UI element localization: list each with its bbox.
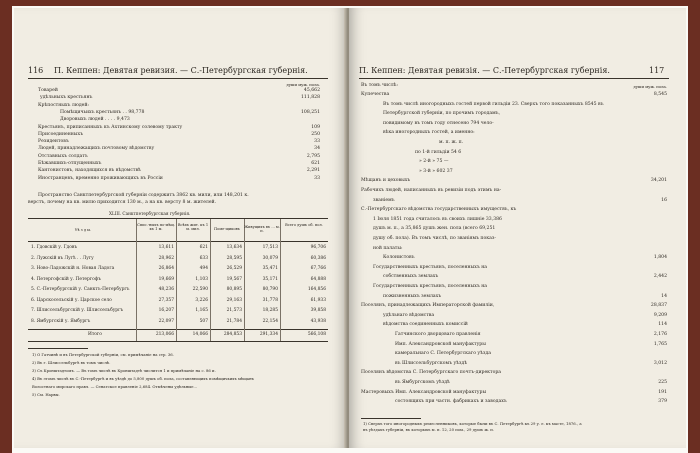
entry-label: Крестьянъ, приписанныхъ къ Ахтинскому солевому тракту <box>38 124 183 130</box>
table-cell: 507 <box>199 318 208 324</box>
entry-label: Кантонистовъ, находящихся въ вѣдомствѣ <box>38 168 141 174</box>
cover-edge-top <box>0 0 700 6</box>
footnote: 3) Съ Кронштадтомъ. — Въ томъ числѣ въ Кронштадтѣ числится 1 и примѣчаніе на с. 86 и. <box>32 368 216 373</box>
header-rule-right <box>359 78 669 79</box>
entry-label: м. п. ж. п. <box>439 140 464 145</box>
entry-label: Поселянъ, принадлежащихъ Императорской фамиліи, <box>361 303 495 309</box>
table-cell: 621 <box>199 245 208 250</box>
table-cell: 80,790 <box>262 287 278 292</box>
footnote: 4) Въ этомъ числѣ въ С.-Петербургѣ и въ уѣздѣ до 5,800 душъ об. пола, составляющихъ помѣщичьихъ мѣщанъ <box>32 376 255 381</box>
entry-label: повидимому въ томъ году отнесено 794 чело- <box>383 120 494 126</box>
table-total-cell: 291,334 <box>259 332 278 337</box>
entry-label: Гатчинского дворцоваго правленія <box>395 332 481 337</box>
table-cell: 96,706 <box>310 245 326 250</box>
entry-label: 1 Іюля 1851 года считалось въ своихъ лишніе 33,386 <box>373 216 502 222</box>
entry-label: Имп. Александровской мануфактуры <box>395 341 486 347</box>
subsection-label: Въ томъ числѣ: <box>361 83 398 88</box>
entry-value: 34,201 <box>650 178 667 184</box>
table-header-rule <box>28 241 328 242</box>
footnote: въ уѣздахъ губерніи, въ которыхъ м. п. 12, 20 пом., 29 душъ ж. п. <box>363 427 495 432</box>
districts-table <box>28 218 328 342</box>
cover-edge-left <box>0 0 12 453</box>
left-page <box>14 8 347 448</box>
entry-label: Товарей <box>38 88 58 93</box>
table-cell: 13,634 <box>226 245 242 250</box>
entry-value: 33 <box>314 139 320 145</box>
entry-value: 1,765 <box>653 341 667 347</box>
entry-label: душъ м. п., а 35,865 душъ жен. пола (всего 69,251 <box>373 226 496 232</box>
footnote-rule <box>361 418 421 419</box>
footnote: 2) Въ г. Шлиссельбургѣ въ томъ числѣ. <box>32 360 111 365</box>
table-row-name: 1. Гдовскій у. Гдовъ <box>31 245 78 250</box>
table-cell: 67,766 <box>310 266 326 271</box>
table-cell: 35,171 <box>262 276 278 282</box>
table-total-cell: 284,853 <box>223 332 242 337</box>
entry-label: въ Шлиссельбургскомъ уѣздѣ <box>395 360 468 366</box>
table-cell: 19,567 <box>226 276 242 282</box>
entry-value: 621 <box>311 161 320 166</box>
table-cell: 21,784 <box>226 318 242 324</box>
right-page <box>349 8 686 448</box>
table-cell: 28,962 <box>158 255 174 261</box>
column-head-right: души муж. пола. <box>633 84 667 89</box>
table-cell: 22,154 <box>262 318 278 324</box>
entry-label: Крѣпостныхъ людей: <box>38 102 89 108</box>
table-cell: 1,165 <box>195 308 208 313</box>
table-cell: 494 <box>199 266 208 271</box>
table-row-name: 4. Петергофскій у. Петергофъ <box>31 276 101 282</box>
table-cell: 35,471 <box>262 266 278 271</box>
table-col-header: Живущихъ въ ... м. п. <box>244 225 280 233</box>
entry-value: 8,545 <box>653 92 667 97</box>
entry-value: 109 <box>311 124 320 130</box>
table-row-name: 6. Царскосельскій у. Царское село <box>31 297 112 303</box>
paragraph-line: верстъ, почему на кв. милю приходится 130 м., а на кв. версту 8 м. жителей. <box>28 200 217 205</box>
entry-value: 28,837 <box>650 303 667 309</box>
entry-value: 16 <box>661 197 667 203</box>
entry-value: 108,251 <box>301 109 320 115</box>
running-header-left: П. Кеппен: Девятая ревизия. — С.-Петербургская губернія. <box>54 66 308 75</box>
table-cell: 13,611 <box>158 245 174 250</box>
footnote-rule <box>28 348 88 349</box>
entry-label: Государственныхъ крестьянъ, поселенныхъ на <box>373 284 488 289</box>
entry-label: Государственныхъ крестьянъ, поселенныхъ на <box>373 264 488 270</box>
entry-label: въ Ямбургскомъ уѣздѣ <box>395 380 450 385</box>
table-total-name: Итого <box>88 332 102 337</box>
entry-label: Колонистовъ <box>383 255 415 261</box>
entry-label: душу об. пола). Въ томъ числѣ, по званіямъ показ- <box>373 236 496 241</box>
entry-label: Петербургской губерніи, по прочимъ городамъ, <box>383 111 501 117</box>
entry-label: вѣка иногородныхъ гостей, а именно: <box>383 130 475 136</box>
table-cell: 21,573 <box>226 308 242 313</box>
entry-value: 1,804 <box>653 255 667 261</box>
entry-label: Мѣщанъ и цеховыхъ <box>361 178 411 184</box>
running-header-right: П. Кеппен: Девятая ревизія. — С.-Петербургская губернія. <box>359 66 610 75</box>
table-cell: 17,513 <box>262 245 278 250</box>
entry-label: удѣльнаго вѣдомства <box>383 312 435 318</box>
table-col-header: Всего душъ об. пол. <box>285 223 323 227</box>
column-head-left: души муж. пола. <box>286 82 320 87</box>
table-total-cell: 14,066 <box>192 332 208 337</box>
table-cell: 61,933 <box>310 297 326 303</box>
entry-value: 114 <box>658 322 667 328</box>
entry-value: 225 <box>658 380 667 385</box>
table-cell: 48,236 <box>158 287 174 292</box>
table-total-cell: 213,066 <box>155 332 174 337</box>
table-cell: 633 <box>199 255 208 261</box>
entry-label: Иностранцевъ, временно проживающихъ въ Россіи <box>38 175 163 181</box>
entry-value: 9,209 <box>653 312 667 318</box>
table-col-header: Поме-щиковъ <box>214 227 240 231</box>
entry-label: по 1-й гильдіи 54 6 <box>415 149 462 155</box>
table-col-header: Спис.-ныхъ по-мѣщ. къ 1 м. <box>137 223 175 231</box>
table-row-name: 2. Лужскій въ Лугѣ . . Лугу <box>31 255 94 261</box>
table-cell: 3,226 <box>195 297 208 303</box>
page-number-left: 116 <box>28 66 44 75</box>
table-total-rule <box>28 329 328 330</box>
table-cell: 22,590 <box>192 287 208 292</box>
entry-label: Резидентовъ <box>38 139 69 145</box>
table-cell: 29,163 <box>226 297 242 303</box>
page-number-right: 117 <box>649 66 665 75</box>
entry-label: собственныхъ землахъ <box>383 274 439 280</box>
table-cell: 80,895 <box>226 287 242 292</box>
entry-value: 191 <box>658 389 667 395</box>
entry-value: 45,662 <box>303 88 320 93</box>
entry-label: Рабочихъ людей, написанныхъ въ ревизіи подъ этимъ на- <box>361 188 502 193</box>
table-cell: 1,103 <box>195 276 208 282</box>
footnote: 1) О Гатчинѣ и въ Петербургской губерніи, см. примѣчаніе на стр. 36. <box>32 352 174 357</box>
table-cell: 28,595 <box>226 255 242 261</box>
entry-label: Въ томъ числѣ иногородныхъ гостей первой гильдіи 23. Сверхъ того показанныхъ 8545 въ <box>383 101 604 107</box>
entry-value: 3,012 <box>653 360 667 366</box>
entry-label: Бѣжавшихъ-отпущенныхъ <box>38 161 102 166</box>
footnote: 1) Сверхъ того иногородныхъ ремесленниковъ, которые были въ С. Петербургѣ къ 29 у. е. къ масте, 1876., а <box>363 421 582 426</box>
table-cell: 27,357 <box>158 297 174 303</box>
entry-label: пожизненныхъ землахъ <box>383 293 442 299</box>
footnote: 5) См. Нарвы. <box>32 392 60 397</box>
entry-label: » 2-й » 75 — <box>419 159 449 165</box>
table-col-header: Уѣ з д ы. <box>74 228 92 232</box>
entry-value: 2,176 <box>653 332 667 337</box>
entry-value: 2,442 <box>653 274 667 280</box>
entry-label: Дворовыхъ людей . . . . 9,473 <box>60 117 130 123</box>
entry-label: » 3-й » 602 37 <box>419 168 453 174</box>
entry-label: камеральнаго С. Петербургскаго уѣзда <box>395 351 491 357</box>
table-row-name: 7. Шлиссельбургскій у. Шлиссельбургъ <box>31 308 124 313</box>
entry-value: 379 <box>658 399 667 405</box>
table-cell: 64,888 <box>310 276 326 282</box>
entry-label: Отставныхъ солдатъ <box>38 153 88 159</box>
entry-value: 2,291 <box>306 168 320 174</box>
entry-label: удѣльныхъ крестьянъ <box>40 95 93 101</box>
entry-label: ной палаты: <box>373 245 403 251</box>
entry-label: званіемъ <box>373 197 395 203</box>
footnote: Волостнаго мирскаго правл. — Сенатское правленіе 2,684. Отмѣчены удѣльные... <box>32 384 198 389</box>
entry-value: 14 <box>661 293 667 299</box>
table-row-name: 5. С.-Петербургскій у. Санктъ-Петербургъ <box>31 287 130 292</box>
entry-label: Купечества <box>361 92 390 97</box>
table-row-name: 3. Ново-Ладожскій н. Новая Ладога <box>31 266 115 271</box>
entry-label: состоящихъ при частн. фабрикахъ и заводахъ <box>395 399 507 405</box>
table-title: XLIII. Санктпетербургская губернія. <box>109 211 191 216</box>
table-cell: 19,669 <box>158 276 174 282</box>
entry-value: 33 <box>314 175 320 181</box>
entry-label: С.-Петербургскаго вѣдомства государственныхъ имуществъ, къ <box>361 207 517 213</box>
entry-label: вѣдомства соединенныхъ комиссій <box>383 322 468 328</box>
table-cell: 16,207 <box>158 308 174 313</box>
table-total-cell: 566,108 <box>307 332 326 337</box>
entry-label: Поселянъ вѣдомства С. Петербургскаго почтъ-директора <box>361 370 502 376</box>
entry-label: Присоединенныхъ <box>38 131 84 137</box>
table-cell: 164,856 <box>307 287 326 292</box>
cover-edge-right <box>688 0 700 453</box>
entry-value: 34 <box>314 146 320 152</box>
table-cell: 60,386 <box>310 255 326 261</box>
table-row-name: 8. Ямбургскій у. Ямбургъ <box>31 318 91 324</box>
table-cell: 31,778 <box>262 297 278 303</box>
header-rule-left <box>28 78 328 79</box>
table-col-header: Всѣхъ жит. къ 1 м. мил. <box>177 223 209 231</box>
table-cell: 26,864 <box>158 266 174 271</box>
entry-label: Помѣщичьихъ крестьянъ . . 98,778 <box>60 109 145 115</box>
table-cell: 18,285 <box>262 308 278 313</box>
table-cell: 43,938 <box>310 318 326 324</box>
table-cell: 22,097 <box>158 318 174 324</box>
table-cell: 39,858 <box>310 308 326 313</box>
entry-label: Мастеровыхъ Имп. Александровской мануфактуры <box>361 389 487 395</box>
table-cell: 30,079 <box>262 255 278 261</box>
table-cell: 26,529 <box>226 266 242 271</box>
entry-label: Людей, принадлежащихъ почтовому вѣдомству <box>38 146 155 152</box>
entry-value: 111,828 <box>301 95 320 101</box>
paragraph-line: Пространство Санктпетербургской губерніи содержитъ 3862 кв. мили, или 148,201 к. <box>38 193 249 198</box>
entry-value: 2,795 <box>306 153 320 159</box>
entry-value: 250 <box>311 131 320 137</box>
